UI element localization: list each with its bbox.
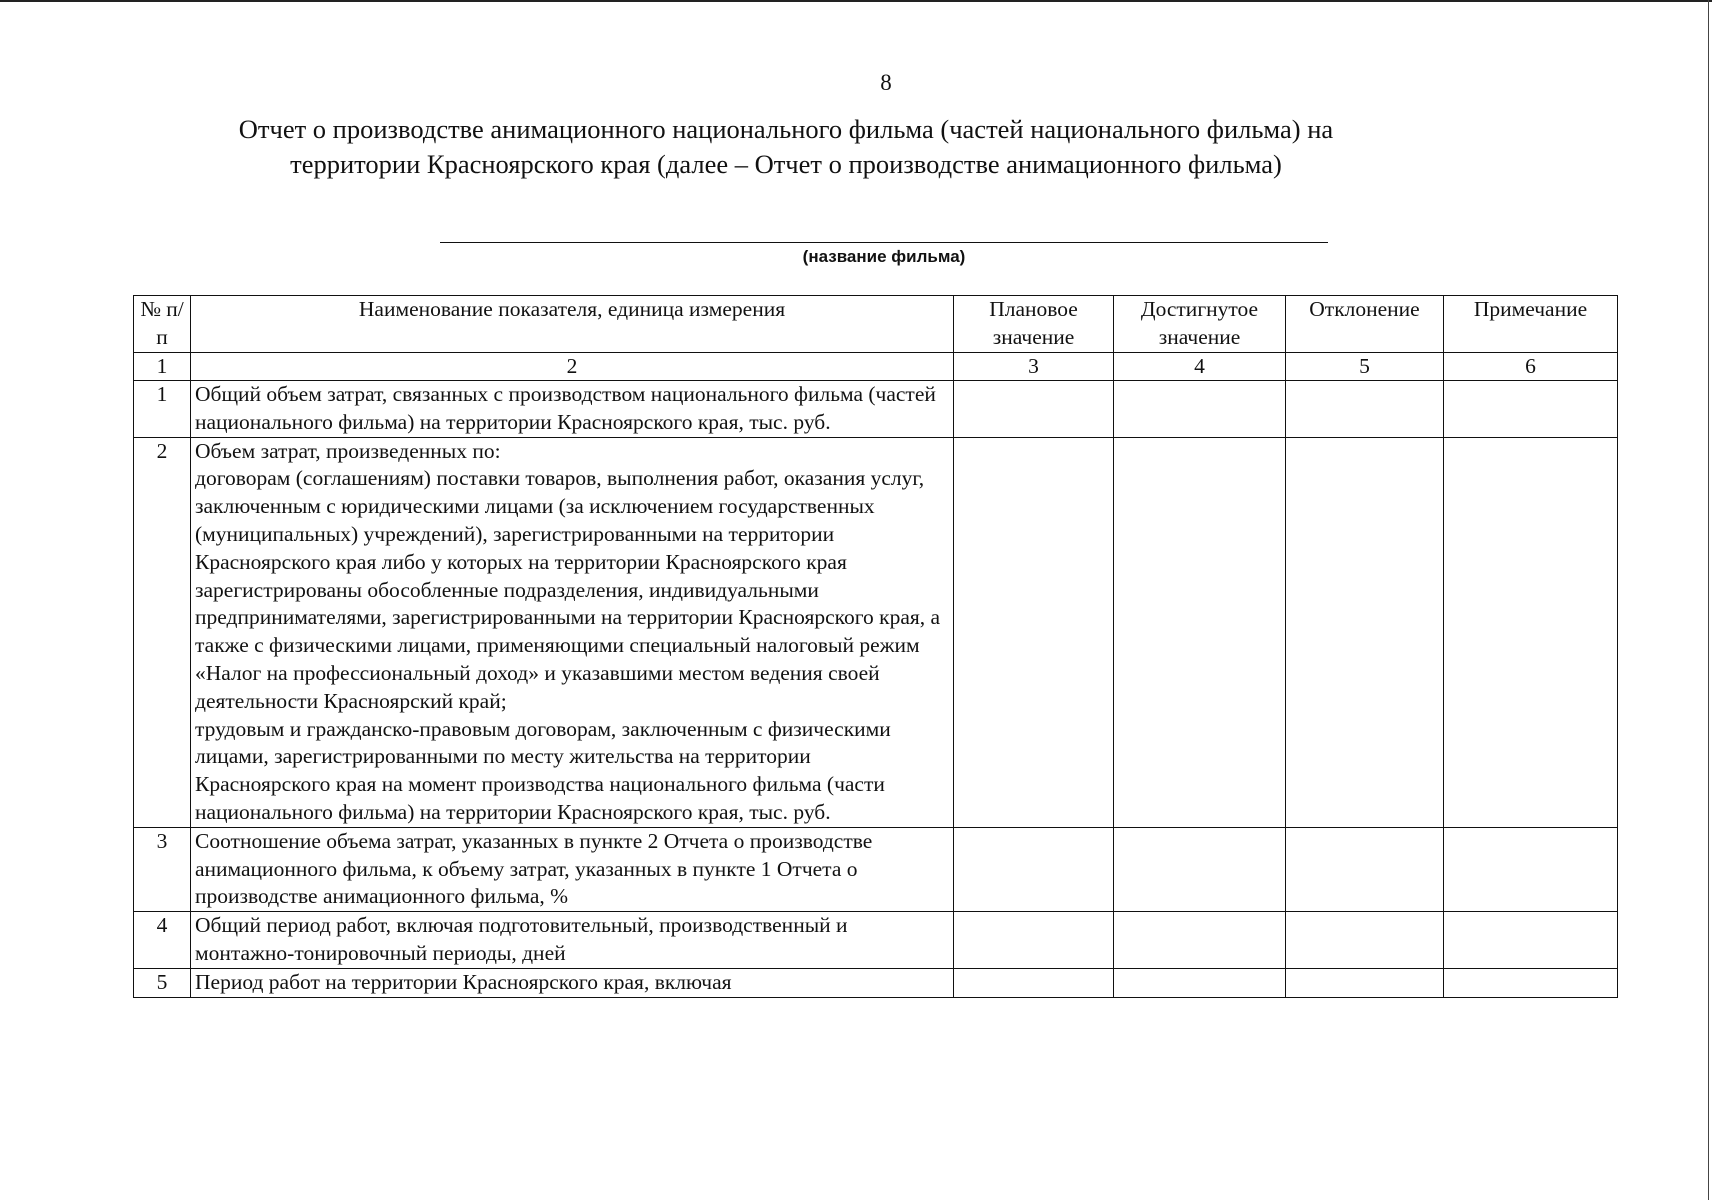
column-index: 3 (954, 353, 1114, 381)
header-planned: Плановое значение (954, 296, 1114, 353)
column-index: 6 (1444, 353, 1618, 381)
page-top-edge (0, 0, 1712, 2)
achieved-value-cell[interactable] (1114, 827, 1286, 911)
planned-value-cell[interactable] (954, 381, 1114, 438)
film-name-caption: (название фильма) (802, 247, 966, 266)
planned-value-cell[interactable] (954, 827, 1114, 911)
row-number: 4 (134, 912, 191, 969)
header-deviation: Отклонение (1286, 296, 1444, 353)
document-title: Отчет о производстве анимационного национального фильма (частей национального фильма) на территории Красноярского края (далее – Отчет о производстве анимационного фильма) (238, 114, 1334, 179)
achieved-value-cell[interactable] (1114, 437, 1286, 827)
indicator-name: Общий период работ, включая подготовительный, производственный и монтажно-тонировочный периоды, дней (191, 912, 954, 969)
note-cell[interactable] (1444, 968, 1618, 997)
achieved-value-cell[interactable] (1114, 381, 1286, 438)
row-number: 1 (134, 381, 191, 438)
table-row (134, 827, 1618, 911)
header-note: Примечание (1444, 296, 1618, 353)
planned-value-cell[interactable] (954, 968, 1114, 997)
planned-value-cell[interactable] (954, 437, 1114, 827)
column-index-row (134, 353, 1618, 381)
table-row (134, 437, 1618, 827)
note-cell[interactable] (1444, 912, 1618, 969)
row-number: 2 (134, 437, 191, 827)
deviation-cell[interactable] (1286, 912, 1444, 969)
column-index: 5 (1286, 353, 1444, 381)
deviation-cell[interactable] (1286, 381, 1444, 438)
page-number: 8 (880, 70, 892, 95)
header-num: № п/п (134, 296, 191, 353)
header-achieved: Достигнутое значение (1114, 296, 1286, 353)
column-index: 1 (134, 353, 191, 381)
achieved-value-cell[interactable] (1114, 912, 1286, 969)
row-number: 5 (134, 968, 191, 997)
indicator-name: Период работ на территории Красноярского края, включая (191, 968, 954, 997)
column-index: 2 (191, 353, 954, 381)
deviation-cell[interactable] (1286, 437, 1444, 827)
film-name-blank-line (440, 242, 1328, 243)
deviation-cell[interactable] (1286, 968, 1444, 997)
note-cell[interactable] (1444, 827, 1618, 911)
table-row (134, 912, 1618, 969)
report-table (133, 295, 1618, 998)
column-index: 4 (1114, 353, 1286, 381)
achieved-value-cell[interactable] (1114, 968, 1286, 997)
indicator-name: Объем затрат, произведенных по: договорам (соглашениям) поставки товаров, выполнения работ, оказания услуг, заключенным с юридическими лицами (за исключением государственных (муниципальных) учреждений), зарегистрированными на территории Красноярского края либо у которых на территории Красноярского края зарегистрированы обособленные подразделения, индивидуальными предпринимателями, зарегистрированными на территории Красноярского края, а также с физическими лицами, применяющими специальный налоговый режим «Налог на профессиональный доход» и указавшими местом ведения своей деятельности Красноярский край; трудовым и гражданско-правовым договорам, заключенным с физическими лицами, зарегистрированными по месту жительства на территории Красноярского края на момент производства национального фильма (части национального фильма) на территории Красноярского края, тыс. руб. (191, 437, 954, 827)
note-cell[interactable] (1444, 437, 1618, 827)
header-name: Наименование показателя, единица измерения (191, 296, 954, 353)
note-cell[interactable] (1444, 381, 1618, 438)
deviation-cell[interactable] (1286, 827, 1444, 911)
planned-value-cell[interactable] (954, 912, 1114, 969)
row-number: 3 (134, 827, 191, 911)
table-header-row (134, 296, 1618, 353)
table-row (134, 968, 1618, 997)
page-right-edge (1708, 0, 1709, 1200)
indicator-name: Общий объем затрат, связанных с производством национального фильма (частей национального фильма) на территории Красноярского края, тыс. руб. (191, 381, 954, 438)
table-row (134, 381, 1618, 438)
indicator-name: Соотношение объема затрат, указанных в пункте 2 Отчета о производстве анимационного фильма, к объему затрат, указанных в пункте 1 Отчета о производстве анимационного фильма, % (191, 827, 954, 911)
